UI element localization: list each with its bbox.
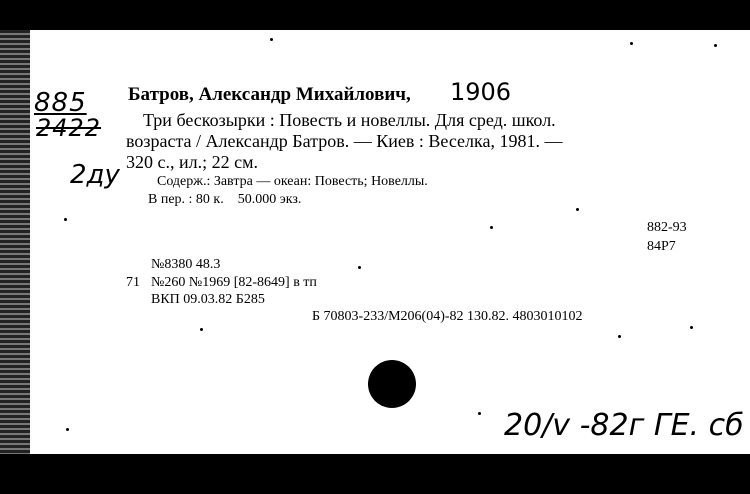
scan-speck	[618, 335, 621, 338]
title-line-1: Три бескозырки : Повесть и новеллы. Для сред. школ.	[143, 110, 556, 130]
scan-speck	[630, 42, 633, 45]
classification-code-2: 84Р7	[647, 239, 676, 254]
scan-speck	[690, 326, 693, 329]
scan-speck	[64, 218, 67, 221]
registration-line-3: ВКП 09.03.82 Б285	[151, 292, 265, 307]
title-line-3: 320 с., ил.; 22 см.	[126, 152, 258, 172]
registration-line-4: Б 70803-233/М206(04)-82 130.82. 4803010102	[312, 309, 583, 324]
scan-speck	[714, 44, 717, 47]
handwritten-shelf-mark-3: 2ду	[70, 160, 120, 190]
catalog-card	[30, 30, 750, 454]
scan-speck	[490, 226, 493, 229]
registration-line-1: №8380 48.3	[151, 257, 221, 272]
handwritten-date-note: 20/v -82г ГЕ. сб	[504, 408, 744, 443]
handwritten-shelf-mark-2: 2422	[36, 114, 102, 142]
scan-speck	[66, 428, 69, 431]
handwritten-author-year: 1906	[450, 78, 512, 106]
title-line-2: возраста / Александр Батров. — Киев : Веселка, 1981. —	[126, 131, 563, 151]
handwritten-shelf-mark-1: 885	[34, 88, 87, 118]
scan-speck	[358, 266, 361, 269]
author-heading: Батров, Александр Михайлович,	[128, 84, 411, 105]
scan-speck	[270, 38, 273, 41]
contents-note: Содерж.: Завтра — океан: Повесть; Новеллы.	[157, 174, 428, 189]
registration-prefix: 71	[126, 275, 140, 290]
scan-speck	[478, 412, 481, 415]
scan-speck	[576, 208, 579, 211]
price-edition-note: В пер. : 80 к. 50.000 экз.	[148, 192, 302, 207]
classification-code-1: 882-93	[647, 220, 687, 235]
punch-hole	[368, 360, 416, 408]
registration-line-2: №260 №1969 [82-8649] в тп	[151, 275, 317, 290]
scan-speck	[200, 328, 203, 331]
scan-edge-strip	[0, 30, 30, 454]
